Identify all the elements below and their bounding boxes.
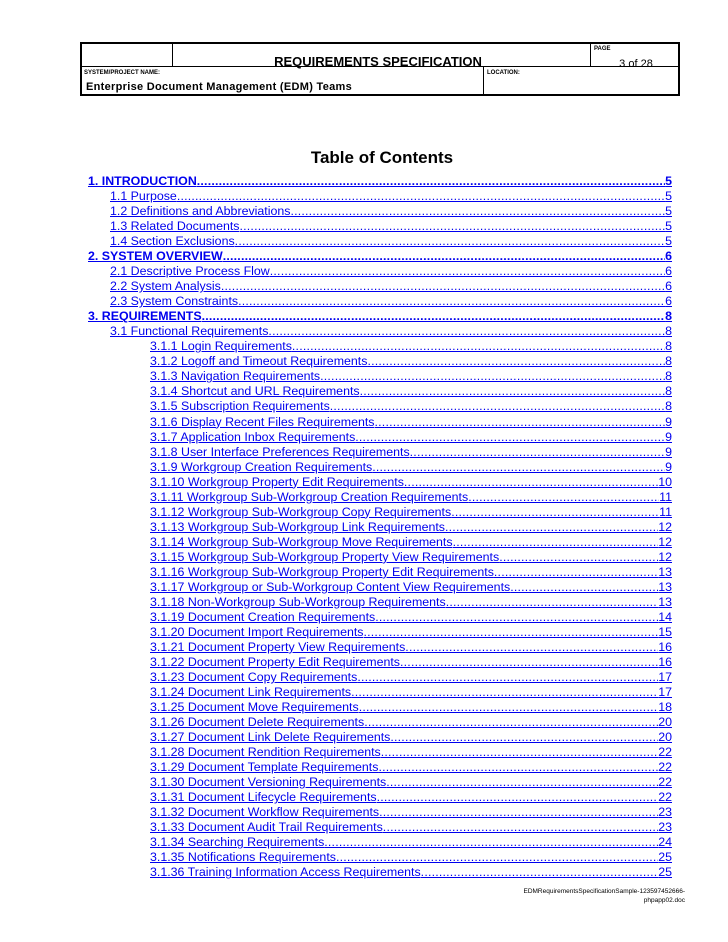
toc-entry-page: 20 (658, 730, 672, 745)
toc-entry-page: 6 (665, 264, 672, 279)
toc-entry-title: 3.1.6 Display Recent Files Requirements (150, 414, 375, 429)
page-label: PAGE (594, 46, 611, 52)
toc-entry[interactable] (88, 174, 672, 189)
toc-entry-title: 3.1.13 Workgroup Sub-Workgroup Link Requirements (150, 519, 446, 534)
toc-entry-title: 3.1.18 Non-Workgroup Sub-Workgroup Requirements (150, 594, 446, 609)
toc-entry-page: 9 (665, 459, 672, 474)
toc-entry-page: 6 (665, 249, 672, 264)
toc-entry[interactable] (150, 700, 672, 715)
toc-leader-dots (410, 445, 665, 460)
footer-filename-line: phpapp02.doc (643, 897, 685, 904)
toc-leader-dots (359, 700, 659, 715)
toc-entry[interactable] (150, 490, 672, 505)
project-name: Enterprise Document Management (EDM) Teams (86, 81, 353, 93)
toc-leader-dots (377, 790, 659, 805)
toc-entry-page: 22 (658, 745, 672, 760)
toc-entry-title: 2.3 System Constraints (110, 294, 239, 309)
toc-entry[interactable] (150, 610, 672, 625)
toc-leader-dots (378, 760, 658, 775)
toc-leader-dots (360, 384, 665, 399)
page-number: 3 of 28 (619, 58, 653, 70)
toc-entry[interactable] (88, 309, 672, 324)
toc-entry-page: 25 (658, 850, 672, 865)
toc-leader-dots (386, 775, 658, 790)
toc-entry[interactable] (150, 354, 672, 369)
toc-entry-title: 3.1.10 Workgroup Property Edit Requirements (150, 474, 404, 489)
toc-leader-dots (355, 430, 665, 445)
toc-leader-dots (510, 580, 658, 595)
toc-leader-dots (320, 369, 665, 384)
toc-entry-title: 3.1.15 Workgroup Sub-Workgroup Property View Requirements (150, 549, 500, 564)
toc-leader-dots (364, 715, 658, 730)
toc-entry-page: 8 (665, 339, 672, 354)
toc-entry-title: 3.1.34 Searching Requirements (150, 835, 325, 850)
toc-entry-title: 3.1.33 Document Audit Trail Requirements (150, 820, 383, 835)
footer-filename-line: EDMRequirementsSpecificationSample-123597452666- (523, 888, 685, 895)
toc-leader-dots (499, 550, 658, 565)
toc-entry[interactable] (150, 369, 672, 384)
toc-title: Table of Contents (310, 148, 454, 167)
toc-leader-dots (404, 475, 658, 490)
toc-leader-dots (405, 640, 658, 655)
toc-leader-dots (177, 189, 665, 204)
toc-entry[interactable] (150, 760, 672, 775)
document-title: REQUIREMENTS SPECIFICATION (274, 54, 482, 69)
toc-leader-dots (372, 460, 665, 475)
toc-entry-page: 8 (665, 369, 672, 384)
toc-entry-title: 3.1.29 Document Template Requirements (150, 760, 379, 775)
toc-entry-title: 3.1.28 Document Rendition Requirements (150, 745, 381, 760)
toc-entry-page: 22 (658, 790, 672, 805)
toc-leader-dots (445, 520, 658, 535)
toc-entry[interactable] (150, 415, 672, 430)
toc-entry[interactable] (150, 820, 672, 835)
toc-entry[interactable] (150, 805, 672, 820)
toc-leader-dots (375, 415, 666, 430)
toc-entry-page: 15 (658, 624, 672, 639)
toc-leader-dots (202, 309, 665, 324)
toc-entry-title: 1.4 Section Exclusions (110, 234, 235, 249)
toc-leader-dots (197, 174, 665, 189)
toc-entry[interactable] (150, 460, 672, 475)
toc-entry-page: 13 (658, 579, 672, 594)
toc-entry-title: 3.1.2 Logoff and Timeout Requirements (150, 354, 368, 369)
toc-leader-dots (357, 670, 658, 685)
toc-entry-page: 8 (665, 354, 672, 369)
toc-entry-page: 5 (665, 219, 672, 234)
toc-leader-dots (268, 324, 665, 339)
toc-entry-title: 3.1.22 Document Property Edit Requirements (150, 655, 401, 669)
project-label: SYSTEM/PROJECT NAME: (84, 70, 161, 76)
header-cell-border (483, 67, 484, 94)
toc-entry[interactable] (150, 835, 672, 850)
toc-entry-title: 2.2 System Analysis (110, 279, 221, 294)
toc-entry-page: 6 (665, 294, 672, 309)
toc-entry-title: 3.1.20 Document Import Requirements (150, 624, 364, 639)
toc-entry-page: 9 (665, 414, 672, 429)
toc-entry-page: 17 (658, 685, 672, 699)
toc-entry[interactable] (150, 475, 672, 490)
toc-leader-dots (421, 865, 659, 880)
toc-entry[interactable] (150, 865, 672, 880)
toc-entry-title: 3.1.1 Login Requirements (150, 339, 292, 354)
toc-entry-page: 6 (665, 279, 672, 294)
toc-entry[interactable] (110, 264, 672, 279)
toc-entry-title: 3.1.11 Workgroup Sub-Workgroup Creation Requirements (150, 489, 469, 504)
location-label: LOCATION: (487, 70, 520, 76)
toc-leader-dots (292, 339, 665, 354)
toc-entry-title: 1.3 Related Documents (110, 219, 240, 234)
toc-entry-title: 3.1.3 Navigation Requirements (150, 369, 321, 384)
toc-entry-page: 13 (658, 594, 672, 609)
toc-leader-dots (451, 505, 659, 520)
toc-entry-title: 3.1.9 Workgroup Creation Requirements (150, 459, 373, 474)
toc-entry[interactable] (150, 445, 672, 460)
toc-entry-title: 3.1.30 Document Versioning Requirements (150, 775, 387, 790)
toc-entry-page: 12 (658, 534, 672, 549)
toc-entry-title: 3.1.12 Workgroup Sub-Workgroup Copy Requirements (150, 504, 452, 519)
toc-entry-title: 3.1.36 Training Information Access Requirements (150, 865, 421, 880)
toc-entry[interactable] (88, 249, 672, 264)
toc-entry-page: 20 (658, 715, 672, 730)
toc-entry-title: 1.1 Purpose (110, 189, 177, 203)
toc-entry-title: 3.1.35 Notifications Requirements (150, 850, 336, 865)
toc-entry[interactable] (110, 189, 672, 204)
toc-entry[interactable] (150, 625, 672, 640)
toc-entry[interactable] (110, 279, 672, 294)
toc-entry-page: 17 (658, 670, 672, 684)
toc-entry-page: 16 (658, 639, 672, 654)
toc-entry-page: 8 (665, 309, 672, 324)
toc-leader-dots (240, 219, 666, 234)
toc-leader-dots (238, 294, 665, 309)
toc-entry-title: 3.1.25 Document Move Requirements (150, 700, 359, 714)
toc-entry[interactable] (110, 234, 672, 249)
toc-entry[interactable] (150, 430, 672, 445)
toc-entry-page: 8 (665, 384, 672, 399)
toc-entry-title: 3.1.31 Document Lifecycle Requirements (150, 790, 377, 805)
toc-entry[interactable] (150, 775, 672, 790)
toc-entry-title: 3.1.4 Shortcut and URL Requirements (150, 384, 360, 399)
toc-entry-page: 25 (658, 865, 672, 880)
toc-entry[interactable] (150, 580, 672, 595)
toc-entry[interactable] (110, 219, 672, 234)
toc-entry-title: 3.1 Functional Requirements (110, 324, 269, 339)
toc-entry-page: 11 (659, 504, 672, 519)
toc-entry[interactable] (110, 294, 672, 309)
toc-entry-title: 3.1.27 Document Link Delete Requirements (150, 730, 391, 745)
toc-entry[interactable] (150, 384, 672, 399)
toc-entry[interactable] (150, 730, 672, 745)
toc-leader-dots (494, 565, 658, 580)
toc-entry-title: 3.1.19 Document Creation Requirements (150, 609, 376, 624)
toc-entry[interactable] (150, 685, 672, 700)
toc-entry-page: 23 (658, 805, 672, 820)
footer-filename (523, 887, 685, 905)
header-cell-border (590, 44, 591, 66)
toc-entry-page: 5 (665, 204, 672, 219)
toc-entry-title: 3.1.14 Workgroup Sub-Workgroup Move Requirements (150, 534, 453, 549)
toc-entry[interactable] (150, 670, 672, 685)
toc-leader-dots (383, 820, 658, 835)
toc-entry-page: 9 (665, 429, 672, 444)
toc-entry-title: 3.1.7 Application Inbox Requirements (150, 429, 356, 444)
toc-entry-page: 8 (665, 399, 672, 414)
toc-leader-dots (223, 249, 665, 264)
toc-entry-page: 16 (658, 655, 672, 669)
toc-entry-title: 3.1.23 Document Copy Requirements (150, 670, 358, 684)
toc-entry-page: 13 (658, 564, 672, 579)
toc-entry-title: 3.1.32 Document Workflow Requirements (150, 805, 380, 820)
toc-entry[interactable] (150, 565, 672, 580)
toc-leader-dots (324, 835, 658, 850)
toc-entry-page: 14 (658, 609, 672, 624)
toc-leader-dots (375, 610, 658, 625)
toc-entry[interactable] (150, 655, 672, 670)
toc-entry-title: 3.1.17 Workgroup or Sub-Workgroup Content View Requirements (150, 579, 511, 594)
toc-entry-page: 12 (658, 519, 672, 534)
toc-entry-page: 23 (658, 820, 672, 835)
toc-entry-title: 3. REQUIREMENTS (88, 309, 202, 324)
toc-leader-dots (330, 399, 665, 414)
toc-leader-dots (270, 264, 665, 279)
toc-entry-page: 12 (658, 549, 672, 564)
toc-entry-title: 1.2 Definitions and Abbreviations (110, 204, 291, 219)
toc-entry[interactable] (150, 745, 672, 760)
toc-entry-page: 5 (665, 234, 672, 249)
toc-leader-dots (381, 745, 658, 760)
toc-leader-dots (364, 625, 659, 640)
toc-entry-page: 22 (658, 775, 672, 790)
toc-entry[interactable] (150, 595, 672, 610)
toc-entry-title: 3.1.24 Document Link Requirements (150, 685, 352, 699)
toc-entry-page: 22 (658, 760, 672, 775)
toc-entry[interactable] (150, 850, 672, 865)
toc-leader-dots (221, 279, 665, 294)
toc-leader-dots (235, 234, 665, 249)
toc-entry[interactable] (150, 640, 672, 655)
toc-leader-dots (446, 595, 659, 610)
toc-entry-title: 3.1.8 User Interface Preferences Requirements (150, 444, 410, 459)
toc-entry-page: 5 (665, 189, 672, 203)
toc-leader-dots (336, 850, 658, 865)
toc-leader-dots (400, 655, 658, 670)
toc-entry[interactable] (150, 520, 672, 535)
document-header-table (80, 42, 680, 96)
toc-entry[interactable] (150, 339, 672, 354)
toc-entry[interactable] (150, 505, 672, 520)
toc-entry-title: 3.1.26 Document Delete Requirements (150, 715, 365, 730)
toc-entry-page: 9 (665, 444, 672, 459)
toc-entry-title: 3.1.21 Document Property View Requirements (150, 639, 406, 654)
toc-entry-page: 18 (658, 700, 672, 714)
toc-entry-title: 2. SYSTEM OVERVIEW (88, 249, 223, 264)
toc-entry[interactable] (150, 399, 672, 414)
toc-entry-page: 11 (659, 489, 672, 504)
toc-entry[interactable] (150, 550, 672, 565)
toc-entry-page: 8 (665, 324, 672, 339)
toc-leader-dots (379, 805, 658, 820)
toc-leader-dots (390, 730, 658, 745)
toc-entry-title: 2.1 Descriptive Process Flow (110, 264, 270, 279)
toc-entry-page: 5 (665, 174, 672, 188)
toc-entry[interactable] (150, 790, 672, 805)
toc-entry[interactable] (150, 715, 672, 730)
toc-leader-dots (453, 535, 659, 550)
toc-entry-title: 3.1.16 Workgroup Sub-Workgroup Property Edit Requirements (150, 564, 494, 579)
toc-entry[interactable] (110, 324, 672, 339)
toc-entry-title: 1. INTRODUCTION (88, 174, 197, 188)
toc-leader-dots (367, 354, 665, 369)
toc-leader-dots (468, 490, 659, 505)
toc-entry[interactable] (110, 204, 672, 219)
toc-leader-dots (290, 204, 665, 219)
toc-entry-title: 3.1.5 Subscription Requirements (150, 399, 330, 414)
toc-entry[interactable] (150, 535, 672, 550)
toc-entry-page: 24 (658, 835, 672, 850)
toc-entry-page: 10 (658, 474, 672, 489)
toc-leader-dots (351, 685, 658, 700)
